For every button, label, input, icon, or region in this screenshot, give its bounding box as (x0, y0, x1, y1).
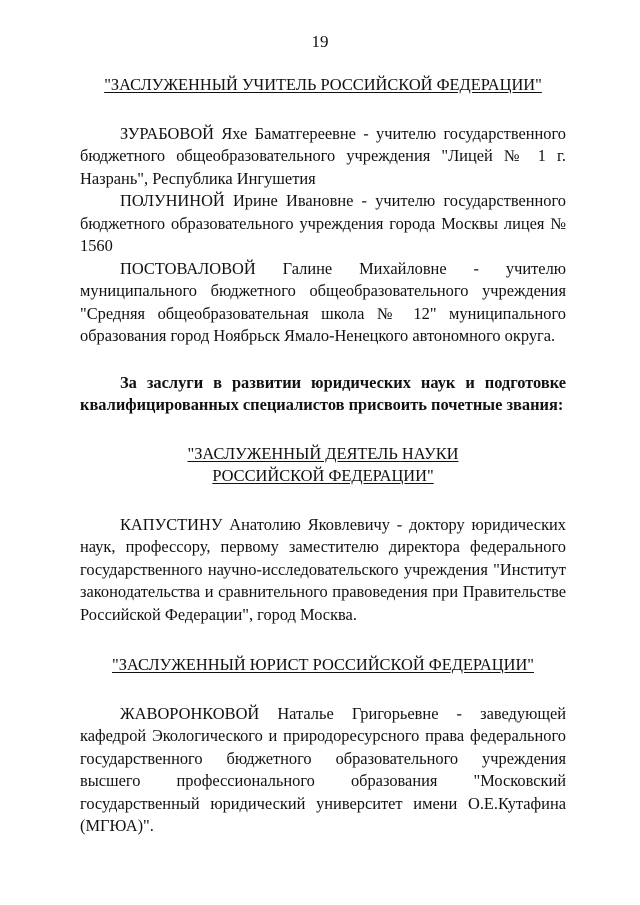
award-entry (80, 190, 566, 258)
award-statement: За заслуги в развитии юридических наук и подготовке квалифицированных специалистов присвоить почетные звания: (80, 372, 566, 414)
section-heading-teacher (80, 74, 566, 97)
award-entry (80, 703, 566, 838)
document-body (80, 74, 566, 838)
recipient-details: Наталье Григорьевне - заведующей кафедрой Экологического и природоресурсного права федерального государственного бюджетного образовательного учреждения высшего профессионального образования "Московский государственный юридический университет имени О.Е.Кутафина (МГЮА)". (80, 703, 566, 835)
recipient-name: ЗУРАБОВОЙ (120, 123, 215, 143)
section-heading-science-line1: "ЗАСЛУЖЕННЫЙ ДЕЯТЕЛЬ НАУКИ (187, 443, 459, 463)
recipient-details: Яхе Баматгереевне - учителю государственного бюджетного общеобразовательного учреждения "Лицей № 1 г. Назрань", Республика Ингушетия (80, 123, 566, 188)
recipient-details: Анатолию Яковлевичу - доктору юридических наук, профессору, первому заместителю директора федерального государственного научно-исследовательского учреждения "Институт законодательства и сравнительного правоведения при Правительстве Российской Федерации", город Москва. (80, 514, 566, 624)
section-heading-science (80, 443, 566, 488)
award-entry (80, 123, 566, 191)
recipient-name: ЖАВОРОНКОВОЙ (120, 703, 260, 723)
recipient-details: Ирине Ивановне - учителю государственного бюджетного образовательного учреждения города Москвы лицея № 1560 (80, 191, 566, 255)
section-heading-lawyer-text: "ЗАСЛУЖЕННЫЙ ЮРИСТ РОССИЙСКОЙ ФЕДЕРАЦИИ" (112, 655, 534, 674)
award-entry (80, 258, 566, 348)
section-heading-teacher-text: "ЗАСЛУЖЕННЫЙ УЧИТЕЛЬ РОССИЙСКОЙ ФЕДЕРАЦИИ" (104, 75, 542, 94)
recipient-name: ПОСТОВАЛОВОЙ (120, 258, 256, 278)
recipient-name: КАПУСТИНУ (120, 514, 223, 534)
recipient-name: ПОЛУНИНОЙ (120, 191, 225, 210)
section-heading-science-line2: РОССИЙСКОЙ ФЕДЕРАЦИИ" (212, 466, 434, 485)
award-entry (80, 514, 566, 627)
page-number: 19 (311, 32, 329, 51)
recipient-details: Галине Михайловне - учителю муниципального бюджетного общеобразовательного учреждения "Средняя общеобразовательная школа № 12" муниципального образования город Ноябрьск Ямало-Ненецкого автономного округа. (80, 258, 566, 345)
section-heading-lawyer (80, 654, 566, 677)
